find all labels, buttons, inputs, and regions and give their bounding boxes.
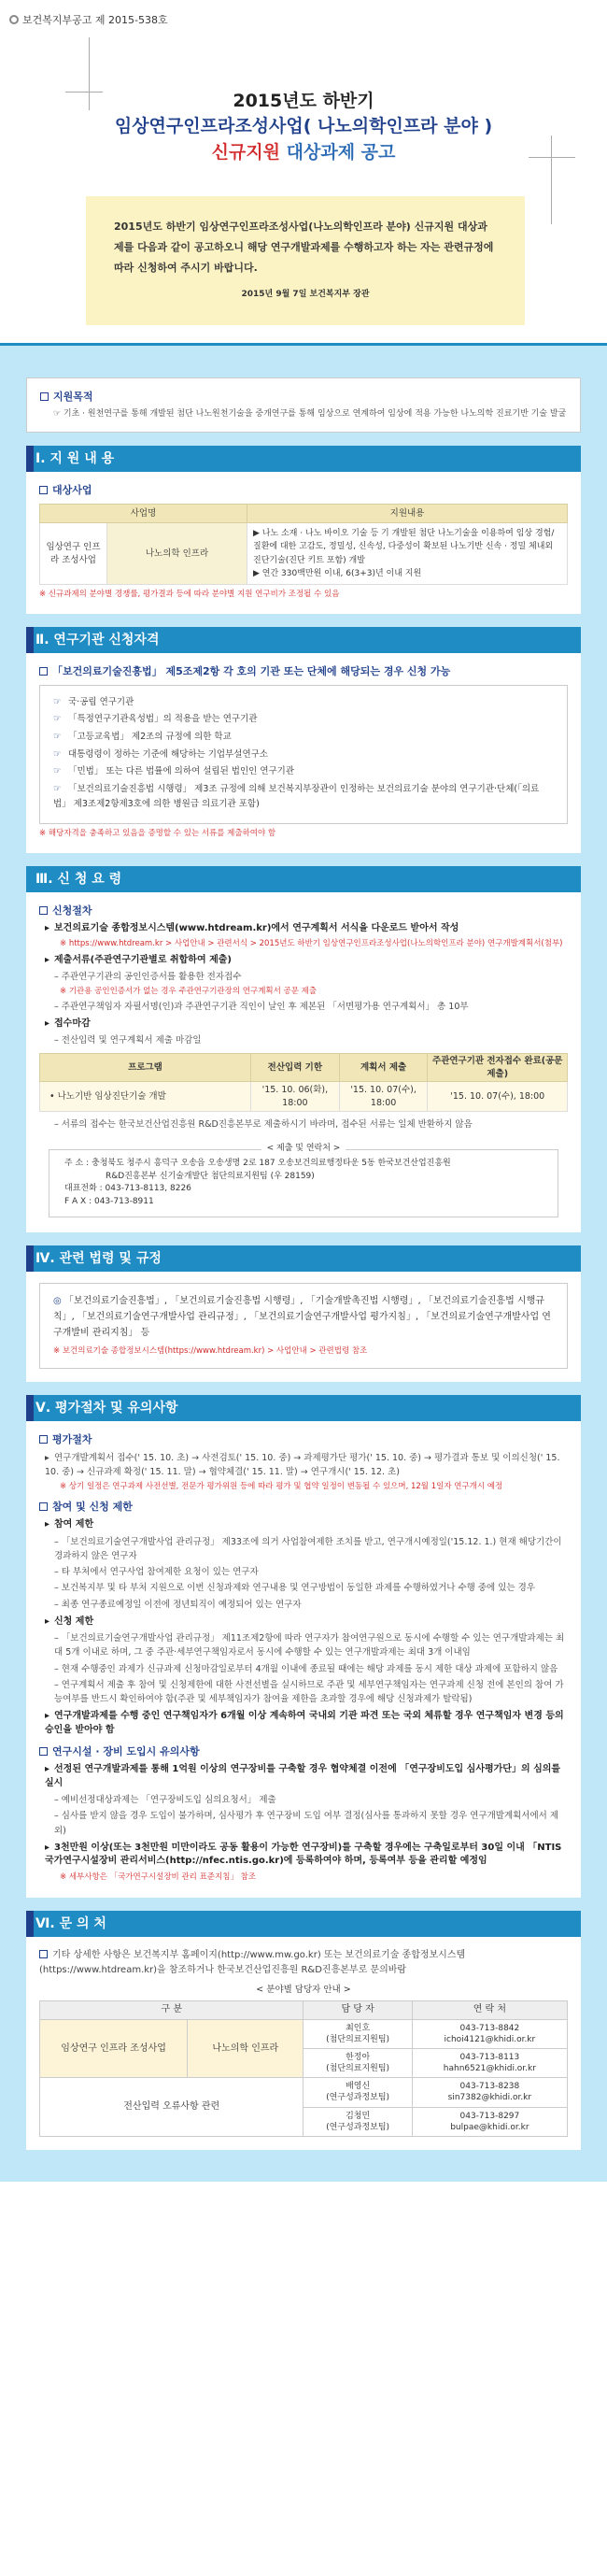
step-3a: – 전산입력 및 연구계획서 제출 마감일 xyxy=(54,1035,202,1046)
section-3-subtitle-text: 신청절차 xyxy=(52,904,92,917)
triangle-bullet-icon: ▸ xyxy=(45,1018,50,1029)
section-2-subtitle-text: 「보건의료기술진흥법」 제5조제2항 각 호의 기관 또는 단체에 해당되는 경우 신청 가능 xyxy=(52,664,451,677)
limit-title xyxy=(39,1518,568,1532)
circle-bullet-icon: ◎ xyxy=(53,1296,64,1307)
triangle-bullet-icon: ▸ xyxy=(45,954,50,965)
contact-info xyxy=(412,2019,567,2048)
step-2b: – 주관연구책임자 자필서명(인)과 주관연구기관 직인이 날인 후 제본된 「서면평가용 연구계획서」 총 10부 xyxy=(54,1001,469,1012)
apply-title xyxy=(39,1615,568,1630)
square-bullet-icon xyxy=(39,667,48,676)
qualification-text: 「보건의료기술진흥법 시행령」 제3조 규정에 의해 보건복지부장관이 인정하는 보건의료기술 분야의 연구기관·단체(「의료법」 제3조제2항제3호에 의한 병원급 의료기관 포함) xyxy=(53,784,540,809)
triangle-bullet-icon: ▸ xyxy=(45,1615,50,1627)
contact-dept: (연구성과정보팀) xyxy=(326,2093,390,2103)
support-item: ▶ 연간 330백만원 이내, 6(3+3)년 이내 지원 xyxy=(253,569,422,579)
support-content xyxy=(247,522,568,585)
pointing-hand-icon: ☞ xyxy=(53,732,62,743)
equip-item-text: 3천만원 이상(또는 3천만원 미만이라도 공동 활용이 가능한 연구장비)를 구축할 경우에는 구축일로부터 30일 이내 「NTIS 국가연구시설장비 관리서비스(http://nfec.ntis.go.kr)에 등록하여야 하며, 등록여부 등을 관리할 예정임 xyxy=(45,1842,562,1867)
limit-item-text: 보건복지부 및 타 부처 지원으로 이번 신청과제와 연구내용 및 연구방법이 동일한 과제를 수행하였거나 수행 중에 있는 경우 xyxy=(61,1583,535,1594)
contact-table-caption: < 분야별 담당자 안내 > xyxy=(256,1985,351,1995)
square-bullet-icon xyxy=(39,1747,48,1756)
equip-item xyxy=(39,1842,568,1869)
extra-item xyxy=(39,1710,568,1737)
apply-item-text: 연구계획서 제출 후 참여 및 신청제한에 대한 사전선별을 실시하므로 주관 및 세부연구책임자는 연구과제 신청 전에 본인의 참여 가능여부를 반드시 확인하여야 함(주관 및 세부책임자가 참여율 제한을 초과할 경우에 해당 신청과제가 탈락됨) xyxy=(54,1679,564,1704)
equip-note: ※ 세부사항은 「국가연구시설장비 관리 표준지침」 참조 xyxy=(60,1872,257,1882)
business-sub: 나노의학 인프라 xyxy=(107,522,247,585)
col-plan-submit: 계획서 제출 xyxy=(339,1054,428,1082)
contact-info xyxy=(412,2078,567,2107)
plan-deadline: '15. 10. 07(수), 18:00 xyxy=(339,1082,428,1112)
section-3-heading: Ⅲ. 신 청 요 령 xyxy=(26,866,581,892)
title-new: 신규지원 xyxy=(211,142,287,163)
section-3 xyxy=(26,866,581,1233)
pointing-hand-icon: ☞ xyxy=(53,696,62,707)
col-category: 구 분 xyxy=(40,2000,304,2019)
section-5-heading: Ⅴ. 평가절차 및 유의사항 xyxy=(26,1395,581,1421)
bullet-circle-icon xyxy=(9,15,19,24)
contact-email[interactable]: bulpae@khidi.or.kr xyxy=(450,2122,529,2132)
contact-address-box xyxy=(49,1143,558,1218)
purpose-title xyxy=(40,390,567,405)
support-table xyxy=(39,504,568,586)
inquiry-text xyxy=(39,1948,568,1978)
notice-number xyxy=(9,13,168,28)
qualification-text: 「고등교육법」 제2조의 규정에 의한 학교 xyxy=(68,732,232,743)
apply-item: – 「보건의료기술연구개발사업 관리규정」 제11조제2항에 따라 연구자가 참여연구원으로 동시에 수행할 수 있는 연구개발과제는 최대 5개 이내로 하며, 그 중 주관·세부연구책임자로서 동시에 수행할 수 있는 연구개발과제는 최대 3개 이내임 xyxy=(54,1633,565,1658)
program-name: • 나노기반 임상진단기술 개발 xyxy=(40,1082,251,1112)
limit-item-text: 최종 연구종료예정일 이전에 정년퇴직이 예정되어 있는 연구자 xyxy=(61,1599,302,1610)
contact-person xyxy=(304,2019,412,2048)
lead-date: 2015년 9월 7일 보건복지부 장관 xyxy=(241,290,370,299)
step-2a-note: ※ 기관용 공인인증서가 없는 경우 주관연구기관장의 연구계획서 공문 제출 xyxy=(60,987,318,997)
apply-item-text: 현재 수행중인 과제가 신규과제 신청마감일로부터 4개월 이내에 종료될 때에는 해당 과제를 동시 제한 대상 과제에 포함하지 않음 xyxy=(61,1663,558,1674)
table-row xyxy=(40,2078,568,2107)
purpose-text: ☞ 기초 · 원천연구를 통해 개발된 첨단 나노원천기술을 중개연구를 통해 임상으로 연계하여 임상에 적용 가능한 나노의학 진료기반 기술 발굴 xyxy=(53,408,567,419)
step-1-text: 보건의료기술 종합정보시스템(www.htdream.kr)에서 연구계획서 서식을 다운로드 받아서 작성 xyxy=(54,922,459,933)
step-1 xyxy=(39,922,568,936)
section-1-heading: Ⅰ. 지 원 내 용 xyxy=(26,446,581,472)
section-2-heading: Ⅱ. 연구기관 신청자격 xyxy=(26,627,581,653)
equip-sub-item-text: 예비선정대상과제는 「연구장비도입 심의요청서」 제출 xyxy=(61,1795,276,1806)
top-bar xyxy=(0,0,607,37)
col-contact-info: 연 락 처 xyxy=(412,2000,567,2019)
equip-item xyxy=(39,1763,568,1790)
hero xyxy=(0,37,607,346)
limit-subtitle xyxy=(39,1500,568,1515)
section-6 xyxy=(26,1911,581,2150)
equip-item-text: 선정된 연구개발과제를 통해 1억원 이상의 연구장비를 구축할 경우 협약체결 이전에 「연구장비도입 심사평가단」의 심의를 실시 xyxy=(45,1764,561,1788)
section-5 xyxy=(26,1395,581,1898)
step-3 xyxy=(39,1018,568,1032)
contact-name: 김청민 xyxy=(346,2111,371,2121)
square-bullet-icon xyxy=(39,1502,48,1511)
qualification-item xyxy=(53,764,554,779)
section-1-subtitle xyxy=(39,483,568,498)
law-box xyxy=(39,1283,568,1368)
fax-line: F A X : 043-713-8911 xyxy=(64,1197,154,1207)
contact-name: 한정아 xyxy=(346,2053,371,2063)
section-4 xyxy=(26,1245,581,1381)
table-row xyxy=(40,2019,568,2048)
section-1-note: ※ 신규과제의 분야별 경쟁률, 평가결과 등에 따라 분야별 지원 연구비가 조정될 수 있음 xyxy=(39,590,340,600)
limit-item: – 타 부처에서 연구사업 참여제한 요청이 있는 연구자 xyxy=(54,1567,259,1578)
qualification-item xyxy=(53,782,554,811)
section-6-heading: Ⅵ. 문 의 처 xyxy=(26,1911,581,1937)
triangle-bullet-icon: ▸ xyxy=(45,922,50,933)
contact-phone: 043-713-8238 xyxy=(459,2082,520,2092)
limit-title-text: 참여 제한 xyxy=(54,1519,94,1530)
col-input-deadline: 전산입력 기한 xyxy=(251,1054,340,1082)
contact-email[interactable]: hahn6521@khidi.or.kr xyxy=(443,2064,536,2074)
contact-person xyxy=(304,2078,412,2107)
triangle-bullet-icon: ▸ xyxy=(45,1764,50,1775)
step-2 xyxy=(39,954,568,968)
lead-text: 2015년도 하반기 임상연구인프라조성사업(나노의학인프라 분야) 신규지원 대상과제를 다음과 같이 공고하오니 해당 연구개발과제를 수행하고자 하는 자는 관련규정에 따라 신청하여 주시기 바랍니다. xyxy=(114,221,494,274)
support-item: ▶ 나노 소재 · 나노 바이오 기술 등 기 개발된 첨단 나노기술을 이용하여 임상 경험/질환에 대한 고감도, 정밀성, 신속성, 다중성이 확보된 나노기반 신속 · 정밀 체내외 진단기술(진단 키트 포함) 개발 xyxy=(253,528,555,565)
contact-phone: 043-713-8113 xyxy=(459,2053,520,2063)
section-3-subtitle xyxy=(39,904,568,918)
qualification-item xyxy=(53,712,554,727)
contact-name: 배영신 xyxy=(346,2082,371,2092)
business-main: 임상연구 인프라 조성사업 xyxy=(40,522,107,585)
limit-item: – 「보건의료기술연구개발사업 관리규정」 제33조에 의거 사업참여제한 조치를 받고, 연구개시예정일('15.12. 1.) 현재 해당기간이 경과하지 않은 연구자 xyxy=(54,1536,562,1561)
step-2-text: 제출서류(주관연구기관별로 취합하여 제출) xyxy=(54,954,232,965)
address-line: 주 소 : 충청북도 청주시 흥덕구 오송읍 오송생명 2로 187 오송보건의료행정타운 5동 한국보건산업진흥원 xyxy=(64,1158,451,1168)
pointing-hand-icon: ☞ xyxy=(53,748,62,760)
step-2a: – 주관연구기관의 공인인증서를 활용한 전자접수 xyxy=(54,972,242,982)
title-line-2: 임상연구인프라조성사업( 나노의학인프라 분야 ) xyxy=(114,116,493,136)
qualification-item xyxy=(53,730,554,745)
contact-person xyxy=(304,2049,412,2078)
square-bullet-icon xyxy=(40,392,49,401)
apply-item-text: 「보건의료기술연구개발사업 관리규정」 제11조제2항에 따라 연구자가 참여연구원으로 동시에 수행할 수 있는 연구개발과제는 최대 5개 이내로 하며, 그 중 주관·세부연구책임자로서 동시에 수행할 수 있는 연구개발과제는 최대 3개 이내임 xyxy=(54,1633,565,1658)
purpose-box xyxy=(26,377,581,433)
title-line-1: 2015년도 하반기 xyxy=(233,91,374,111)
apply-item: – 현재 수행중인 과제가 신규과제 신청마감일로부터 4개월 이내에 종료될 때에는 해당 과제를 동시 제한 대상 과제에 포함하지 않음 xyxy=(54,1663,558,1674)
deadline-table xyxy=(39,1053,568,1112)
inquiry-text-body: 기타 상세한 사항은 보건복지부 홈페이지(http://www.mw.go.kr) 또는 보건의료기술 종합정보시스템(https://www.htdream.kr)을 참조하거나 한국보건산업진흥원 R&D진흥본부로 문의바람 xyxy=(39,1950,466,1975)
notice-number-text: 보건복지부공고 제 2015-538호 xyxy=(22,14,168,26)
contact-dept: (첨단의료지원팀) xyxy=(326,2064,390,2074)
step-3b: – 서류의 접수는 한국보건산업진흥원 R&D진흥본부로 제출하시기 바라며, 접수된 서류는 일체 반환하지 않음 xyxy=(54,1119,473,1131)
contact-name: 최인호 xyxy=(346,2023,371,2033)
eval-flow xyxy=(39,1451,568,1479)
section-1-subtitle-text: 대상사업 xyxy=(52,483,92,496)
pointing-hand-icon: ☞ xyxy=(53,714,62,725)
group-1: 임상연구 인프라 조성사업 xyxy=(40,2019,188,2078)
step-1-note: ※ https://www.htdream.kr > 사업안내 > 관련서식 > 2015년도 하반기 임상연구인프라조성사업(나노의학인프라 분야) 연구개발계획서(첨부) xyxy=(60,939,563,949)
title-line-3 xyxy=(0,140,607,166)
input-deadline: '15. 10. 06(화), 18:00 xyxy=(251,1082,340,1112)
step-3-text: 접수마감 xyxy=(54,1018,91,1029)
section-2 xyxy=(26,627,581,853)
limit-item: – 최종 연구종료예정일 이전에 정년퇴직이 예정되어 있는 연구자 xyxy=(54,1599,302,1610)
body xyxy=(0,346,607,2182)
square-bullet-icon xyxy=(39,906,48,915)
pointing-hand-icon: ☞ xyxy=(53,766,62,777)
col-contact-person: 담 당 자 xyxy=(304,2000,412,2019)
e-submit-deadline: '15. 10. 07(수), 18:00 xyxy=(428,1082,568,1112)
contact-table xyxy=(39,2000,568,2137)
equip-subtitle xyxy=(39,1744,568,1759)
section-4-heading: Ⅳ. 관련 법령 및 규정 xyxy=(26,1245,581,1272)
col-e-submit: 주관연구기관 전자접수 완료(공문제출) xyxy=(428,1054,568,1082)
group-2: 전산입력 오류사항 관련 xyxy=(40,2078,304,2137)
apply-title-text: 신청 제한 xyxy=(54,1615,94,1627)
qualification-item xyxy=(53,747,554,762)
apply-item: – 연구계획서 제출 후 참여 및 신청제한에 대한 사전선별을 실시하므로 주관 및 세부연구책임자는 연구과제 신청 전에 본인의 참여 가능여부를 반드시 확인하여야 함(주관 및 세부책임자가 참여율 제한을 초과할 경우에 해당 신청과제가 탈락됨) xyxy=(54,1679,564,1704)
section-2-subtitle xyxy=(39,664,568,679)
purpose-title-text: 지원목적 xyxy=(53,391,93,403)
equip-sub-item: – 심사를 받지 않을 경우 도입이 불가하며, 심사평가 후 연구장비 도입 여부 결정(심사를 통과하지 못할 경우 연구개발계획서에서 제외) xyxy=(54,1811,559,1836)
contact-info xyxy=(412,2049,567,2078)
col-business: 사업명 xyxy=(40,504,247,522)
table-row xyxy=(40,1082,568,1112)
address-line: R&D진흥본부 신기술개발단 첨단의료지원팀 (우 28159) xyxy=(106,1171,315,1181)
col-support: 지원내용 xyxy=(247,504,568,522)
triangle-bullet-icon: ▸ xyxy=(45,1452,49,1463)
square-bullet-icon xyxy=(39,486,48,494)
law-note: ※ 보건의료기술 종합정보시스템(https://www.htdream.kr) > 사업안내 > 관련법령 참조 xyxy=(53,1346,368,1357)
qualification-text: 대통령령이 정하는 기준에 해당하는 기업부설연구소 xyxy=(68,748,268,760)
square-bullet-icon xyxy=(39,1435,48,1444)
eval-note: ※ 상기 일정은 연구과제 사전선별, 전문가 평가위원 등에 따라 평가 및 협약 일정이 변동될 수 있으며, 12월 1일자 연구개시 예정 xyxy=(60,1482,503,1492)
pointing-hand-icon: ☞ xyxy=(53,784,62,795)
section-2-note: ※ 해당자격을 충족하고 있음을 증명할 수 있는 서류를 제출하여야 함 xyxy=(39,829,276,839)
limit-item-text: 「보건의료기술연구개발사업 관리규정」 제33조에 의거 사업참여제한 조치를 받고, 연구개시예정일('15.12. 1.) 현재 해당기간이 경과하지 않은 연구자 xyxy=(54,1536,562,1561)
group-1-sub: 나노의학 인프라 xyxy=(188,2019,304,2078)
triangle-bullet-icon: ▸ xyxy=(45,1711,50,1722)
contact-dept: (첨단의료지원팀) xyxy=(326,2034,390,2044)
contact-email[interactable]: sin7382@khidi.or.kr xyxy=(447,2093,532,2103)
qualification-item xyxy=(53,695,554,710)
eval-flow-text: 연구개발계획서 접수(' 15. 10. 초) → 사전검토(' 15. 10. 중) → 과제평가단 평가(' 15. 10. 중) → 평가결과 통보 및 이의신청(' 15. 10. 중) → 신규과제 확정(' 15. 11. 말) → 협약체결(' 15. 11. 말) → 연구개시(' 15. 12. 초) xyxy=(45,1452,560,1477)
contact-dept: (연구성과정보팀) xyxy=(326,2122,390,2132)
qualification-text: 「특정연구기관육성법」의 적용을 받는 연구기관 xyxy=(68,714,258,725)
contact-email[interactable]: ichoi4121@khidi.or.kr xyxy=(444,2034,536,2044)
qualification-text: 「민법」 또는 다른 법률에 의하여 설립된 법인인 연구기관 xyxy=(68,766,295,777)
step-2a-text: 주관연구기관의 공인인증서를 활용한 전자접수 xyxy=(61,972,242,982)
law-text: 「보건의료기술진흥법」, 「보건의료기술진흥법 시행령」, 「기술개발촉진법 시행령」, 「보건의료기술진흥법 시행규칙」, 「보건의료기술연구개발사업 관리규정」, 「보건의료기술연구개발사업 평가지침」, 「보건의료기술연구개발사업 연구개발비 관리지침」 등 xyxy=(53,1296,551,1339)
contact-info xyxy=(412,2107,567,2136)
qualification-list xyxy=(39,685,568,825)
section-1 xyxy=(26,446,581,614)
equip-sub-item: – 예비선정대상과제는 「연구장비도입 심의요청서」 제출 xyxy=(54,1795,276,1806)
col-program: 프로그램 xyxy=(40,1054,251,1082)
eval-subtitle xyxy=(39,1432,568,1447)
eval-subtitle-text: 평가절차 xyxy=(52,1432,92,1445)
lead-box xyxy=(86,196,525,325)
step-3a-text: 전산입력 및 연구계획서 제출 마감일 xyxy=(61,1035,202,1046)
contact-phone: 043-713-8842 xyxy=(459,2023,520,2033)
square-bullet-icon xyxy=(39,1950,48,1958)
extra-item-text: 연구개발과제를 수행 중인 연구책임자가 6개월 이상 계속하여 국내외 기관 파견 또는 국외 체류할 경우 연구책임자 변경 등의 승인을 받아야 함 xyxy=(45,1711,564,1735)
qualification-text: 국·공립 연구기관 xyxy=(68,696,134,707)
triangle-bullet-icon: ▸ xyxy=(45,1519,50,1530)
contact-phone: 043-713-8297 xyxy=(459,2111,520,2121)
step-3b-text: 서류의 접수는 한국보건산업진흥원 R&D진흥본부로 제출하시기 바라며, 접수된 서류는 일체 반환하지 않음 xyxy=(61,1119,473,1131)
limit-subtitle-text: 참여 및 신청 제한 xyxy=(52,1501,133,1514)
equip-subtitle-text: 연구시설 · 장비 도입시 유의사항 xyxy=(52,1745,200,1758)
title-notice: 공고 xyxy=(355,142,396,163)
step-2b-text: 주관연구책임자 자필서명(인)과 주관연구기관 직인이 날인 후 제본된 「서면평가용 연구계획서」 총 10부 xyxy=(61,1001,469,1012)
contact-person xyxy=(304,2107,412,2136)
equip-sub-item-text: 심사를 받지 않을 경우 도입이 불가하며, 심사평가 후 연구장비 도입 여부 결정(심사를 통과하지 못할 경우 연구개발계획서에서 제외) xyxy=(54,1811,559,1836)
contact-caption-text: < 제출 및 연락처 > xyxy=(261,1144,346,1153)
triangle-bullet-icon: ▸ xyxy=(45,1842,50,1853)
title-target: 대상과제 xyxy=(286,142,356,163)
limit-item-text: 타 부처에서 연구사업 참여제한 요청이 있는 연구자 xyxy=(61,1567,259,1578)
limit-item: – 보건복지부 및 타 부처 지원으로 이번 신청과제와 연구내용 및 연구방법이 동일한 과제를 수행하였거나 수행 중에 있는 경우 xyxy=(54,1583,535,1594)
phone-line: 대표전화 : 043-713-8113, 8226 xyxy=(64,1184,191,1194)
contact-caption xyxy=(49,1143,558,1156)
